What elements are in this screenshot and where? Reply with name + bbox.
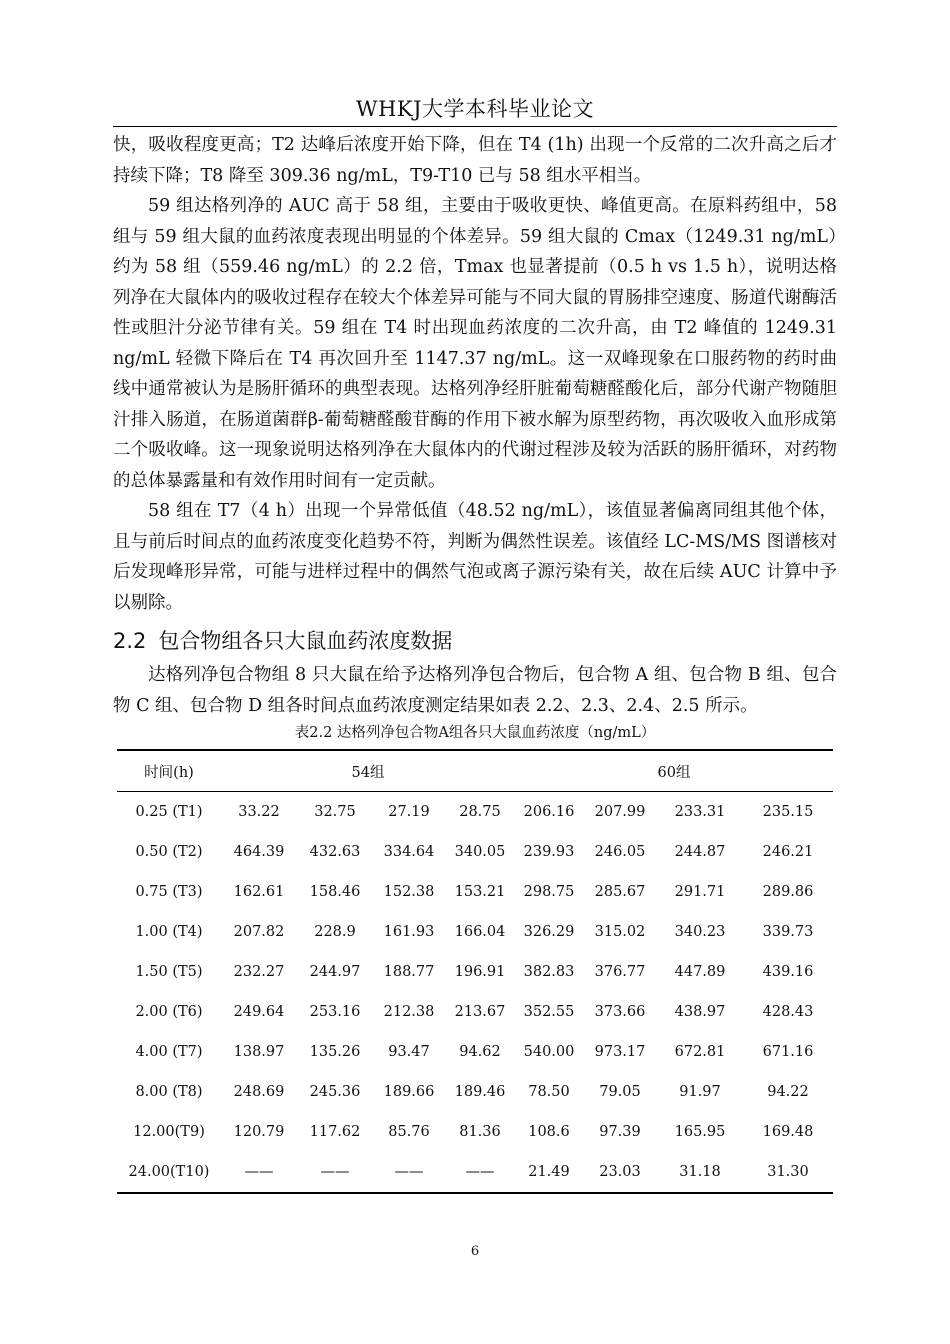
value-cell: 232.27	[233, 964, 285, 980]
value-cell: 206.16	[523, 804, 575, 820]
table-row	[117, 952, 833, 992]
value-cell: 94.22	[767, 1084, 809, 1100]
time-cell: 24.00(T10)	[117, 1152, 221, 1193]
table-row	[117, 832, 833, 872]
value-cell: 540.00	[523, 1044, 575, 1060]
value-cell: 91.97	[679, 1084, 721, 1100]
time-cell: 0.50 (T2)	[135, 844, 203, 860]
value-cell: 233.31	[674, 804, 726, 820]
value-cell: ——	[445, 1152, 515, 1193]
value-cell: 373.66	[594, 1004, 646, 1020]
value-cell: 158.46	[309, 884, 361, 900]
table-row	[117, 1112, 833, 1152]
value-cell: 207.99	[594, 804, 646, 820]
table-row	[117, 992, 833, 1032]
paragraph-2: 59 组达格列净的 AUC 高于 58 组，主要由于吸收更快、峰值更高。在原料药组中，58 组与 59 组大鼠的血药浓度表现出明显的个体差异。59 组大鼠的 Cmax（1249.31 ng/mL）约为 58 组（559.46 ng/mL）的 2.2 倍，Tmax 也显著提前（0.5 h vs 1.5 h），说明达格列净在大鼠体内的吸收过程存在较大个体差异可能与不同大鼠的胃肠排空速度、肠道代谢酶活性或胆汁分泌节律有关。59 组在 T4 时出现血药浓度的二次升高，由 T2 峰值的 1249.31 ng/mL 轻微下降后在 T4 再次回升至 1147.37 ng/mL。这一双峰现象在口服药物的药时曲线中通常被认为是肠肝循环的典型表现。达格列净经肝脏葡萄糖醛酸化后，部分代谢产物随胆汁排入肠道，在肠道菌群β-葡萄糖醛酸苷酶的作用下被水解为原型药物，再次吸收入血形成第二个吸收峰。这一现象说明达格列净在大鼠体内的代谢过程涉及较为活跃的肠肝循环，对药物的总体暴露量和有效作用时间有一定贡献。	[113, 196, 837, 491]
value-cell: 291.71	[674, 884, 726, 900]
value-cell: 135.26	[309, 1044, 361, 1060]
value-cell: 438.97	[674, 1004, 726, 1020]
value-cell: 207.82	[233, 924, 285, 940]
time-cell: 2.00 (T6)	[135, 1004, 203, 1020]
value-cell: 94.62	[459, 1044, 501, 1060]
concentration-table	[117, 749, 833, 1194]
value-cell: 189.66	[383, 1084, 435, 1100]
value-cell: 213.67	[454, 1004, 506, 1020]
page-content	[113, 130, 837, 1194]
value-cell: 352.55	[523, 1004, 575, 1020]
value-cell: 189.46	[454, 1084, 506, 1100]
value-cell: 439.16	[762, 964, 814, 980]
table-row	[117, 1152, 833, 1193]
value-cell: 117.62	[309, 1124, 361, 1140]
value-cell: 382.83	[523, 964, 575, 980]
value-cell: 108.6	[528, 1124, 570, 1140]
value-cell: 161.93	[383, 924, 435, 940]
value-cell: 239.93	[523, 844, 575, 860]
value-cell: 188.77	[383, 964, 435, 980]
value-cell: 249.64	[233, 1004, 285, 1020]
time-cell: 8.00 (T8)	[135, 1084, 203, 1100]
value-cell: 23.03	[583, 1152, 657, 1193]
header-rule	[113, 126, 837, 127]
value-cell: 326.29	[523, 924, 575, 940]
value-cell: 244.87	[674, 844, 726, 860]
value-cell: 165.95	[674, 1124, 726, 1140]
value-cell: 285.67	[594, 884, 646, 900]
time-cell: 1.00 (T4)	[135, 924, 203, 940]
value-cell: 93.47	[388, 1044, 430, 1060]
value-cell: 212.38	[383, 1004, 435, 1020]
paragraph-3: 58 组在 T7（4 h）出现一个异常低值（48.52 ng/mL），该值显著偏离同组其他个体，且与前后时间点的血药浓度变化趋势不符，判断为偶然性误差。该值经 LC-MS/MS 图谱核对后发现峰形异常，可能与进样过程中的偶然气泡或离子源污染有关，故在后续 AUC 计算中予以剔除。	[113, 501, 837, 613]
value-cell: 339.73	[762, 924, 814, 940]
value-cell: 169.48	[762, 1124, 814, 1140]
table-row	[117, 912, 833, 952]
value-cell: 31.30	[743, 1152, 833, 1193]
time-cell: 0.25 (T1)	[135, 804, 203, 820]
value-cell: 97.39	[599, 1124, 641, 1140]
value-cell: 153.21	[454, 884, 506, 900]
value-cell: 28.75	[459, 804, 501, 820]
value-cell: 196.91	[454, 964, 506, 980]
value-cell: 152.38	[383, 884, 435, 900]
value-cell: 340.23	[674, 924, 726, 940]
value-cell: 162.61	[233, 884, 285, 900]
value-cell: 432.63	[309, 844, 361, 860]
value-cell: 166.04	[454, 924, 506, 940]
time-cell: 4.00 (T7)	[135, 1044, 203, 1060]
value-cell: 27.19	[388, 804, 430, 820]
section-title: 包合物组各只大鼠血药浓度数据	[158, 629, 453, 653]
time-cell: 12.00(T9)	[133, 1124, 205, 1140]
value-cell: 78.50	[528, 1084, 570, 1100]
value-cell: 32.75	[314, 804, 356, 820]
time-cell: 1.50 (T5)	[135, 964, 203, 980]
section-number: 2.2	[113, 629, 147, 653]
value-cell: 79.05	[599, 1084, 641, 1100]
value-cell: 428.43	[762, 1004, 814, 1020]
value-cell: 138.97	[233, 1044, 285, 1060]
section-paragraph: 达格列净包合物组 8 只大鼠在给予达格列净包合物后，包合物 A 组、包合物 B 组、包合物 C 组、包合物 D 组各时间点血药浓度测定结果如表 2.2、2.3、2.4、2.5 所示。	[113, 665, 837, 716]
value-cell: 33.22	[238, 804, 280, 820]
value-cell: 228.9	[314, 924, 356, 940]
value-cell: 31.18	[657, 1152, 743, 1193]
running-header: WHKJ大学本科毕业论文	[355, 97, 594, 121]
value-cell: ——	[373, 1152, 445, 1193]
value-cell: 245.36	[309, 1084, 361, 1100]
value-cell: 235.15	[762, 804, 814, 820]
value-cell: 973.17	[594, 1044, 646, 1060]
value-cell: 85.76	[388, 1124, 430, 1140]
value-cell: 340.05	[454, 844, 506, 860]
value-cell: 315.02	[594, 924, 646, 940]
page-number: 6	[470, 1244, 480, 1259]
value-cell: 120.79	[233, 1124, 285, 1140]
table-row	[117, 792, 833, 833]
value-cell: 464.39	[233, 844, 285, 860]
value-cell: 21.49	[515, 1152, 583, 1193]
value-cell: 672.81	[674, 1044, 726, 1060]
value-cell: ——	[297, 1152, 373, 1193]
value-cell: 376.77	[594, 964, 646, 980]
value-cell: 671.16	[762, 1044, 814, 1060]
header-time: 时间(h)	[117, 750, 221, 792]
time-cell: 0.75 (T3)	[135, 884, 203, 900]
value-cell: 253.16	[309, 1004, 361, 1020]
paragraph-1: 快，吸收程度更高；T2 达峰后浓度开始下降，但在 T4 (1h) 出现一个反常的二次升高之后才持续下降；T8 降至 309.36 ng/mL，T9-T10 已与 58 组水平相当。	[113, 135, 837, 186]
section-heading	[113, 624, 837, 658]
table-row	[117, 1032, 833, 1072]
value-cell: 248.69	[233, 1084, 285, 1100]
table-row	[117, 1072, 833, 1112]
value-cell: 246.05	[594, 844, 646, 860]
table-row	[117, 872, 833, 912]
header-group-60: 60组	[515, 750, 833, 792]
header-group-54: 54组	[221, 750, 515, 792]
value-cell: 334.64	[383, 844, 435, 860]
value-cell: ——	[221, 1152, 297, 1193]
value-cell: 81.36	[459, 1124, 501, 1140]
value-cell: 447.89	[674, 964, 726, 980]
value-cell: 289.86	[762, 884, 814, 900]
table-header-row	[117, 750, 833, 792]
value-cell: 246.21	[762, 844, 814, 860]
value-cell: 298.75	[523, 884, 575, 900]
table-caption: 表2.2 达格列净包合物A组各只大鼠血药浓度（ng/mL）	[294, 725, 656, 741]
value-cell: 244.97	[309, 964, 361, 980]
